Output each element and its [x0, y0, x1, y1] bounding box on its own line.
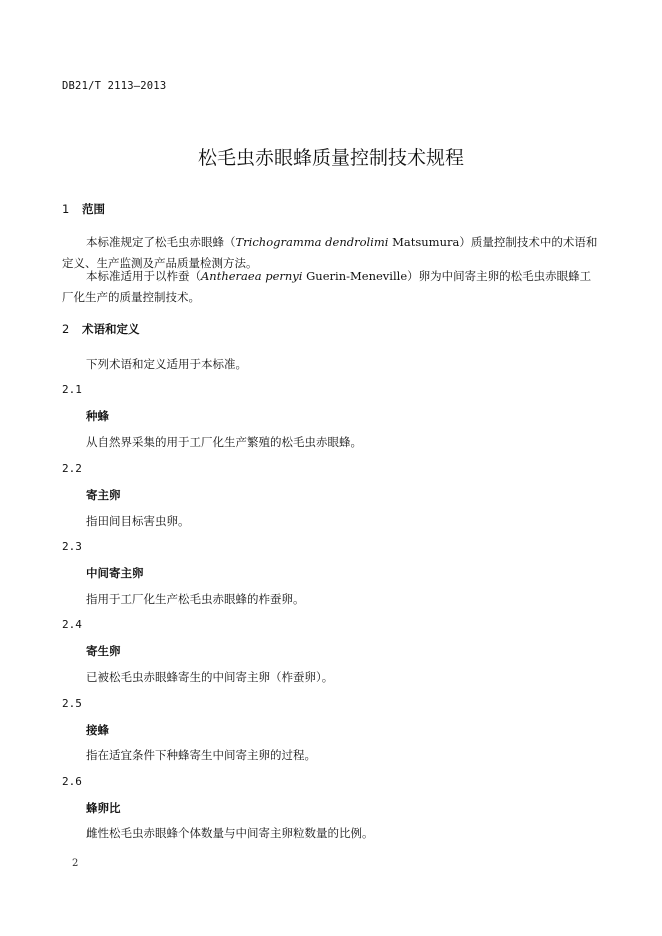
- document-title: 松毛虫赤眼蜂质量控制技术规程: [197, 147, 464, 169]
- scope-paragraph-1: 本标准规定了松毛虫赤眼蜂（Trichogramma dendrolimi Matsumura）质量控制技术中的术语和定义、生产监测及产品质量检测方法。: [62, 235, 598, 270]
- term-definition: 指在适宜条件下种蜂寄生中间寄主卵的过程。: [86, 748, 316, 762]
- species-name-italic: Trichogramma dendrolimi: [235, 235, 389, 249]
- section-2-title: 术语和定义: [82, 322, 140, 336]
- section-1-heading: [62, 201, 105, 217]
- term-name: 中间寄主卵: [86, 566, 144, 580]
- section-2-number: 2: [62, 322, 70, 336]
- term-name: 种蜂: [86, 409, 109, 423]
- page-number: 2: [72, 858, 79, 869]
- term-number: 2.3: [62, 540, 82, 553]
- term-number: 2.6: [62, 775, 82, 788]
- term-name: 接蜂: [86, 723, 109, 737]
- section-1-number: 1: [62, 202, 70, 216]
- term-number: 2.2: [62, 462, 82, 475]
- term-name: 寄生卵: [86, 644, 121, 658]
- term-definition: 指田间目标害虫卵。: [86, 514, 190, 528]
- terms-intro: 下列术语和定义适用于本标准。: [86, 357, 247, 371]
- term-number: 2.5: [62, 697, 82, 710]
- section-2-heading: [62, 321, 140, 337]
- term-name: 蜂卵比: [86, 801, 121, 815]
- term-definition: 指用于工厂化生产松毛虫赤眼蜂的柞蚕卵。: [86, 592, 305, 606]
- term-definition: 雌性松毛虫赤眼蜂个体数量与中间寄主卵粒数量的比例。: [86, 826, 374, 840]
- section-1-title: 范围: [82, 202, 105, 216]
- scope-paragraph-2: 本标准适用于以柞蚕（Antheraea pernyi Guerin-Meneville）卵为中间寄主卵的松毛虫赤眼蜂工厂化生产的质量控制技术。: [62, 269, 592, 304]
- term-number: 2.4: [62, 618, 82, 631]
- term-definition: 从自然界采集的用于工厂化生产繁殖的松毛虫赤眼蜂。: [86, 435, 362, 449]
- term-name: 寄主卵: [86, 488, 121, 502]
- term-number: 2.1: [62, 383, 82, 396]
- host-name-italic: Antheraea pernyi: [201, 269, 303, 283]
- term-definition: 已被松毛虫赤眼蜂寄生的中间寄主卵（柞蚕卵）。: [86, 670, 334, 684]
- standard-code: DB21/T 2113—2013: [62, 80, 167, 92]
